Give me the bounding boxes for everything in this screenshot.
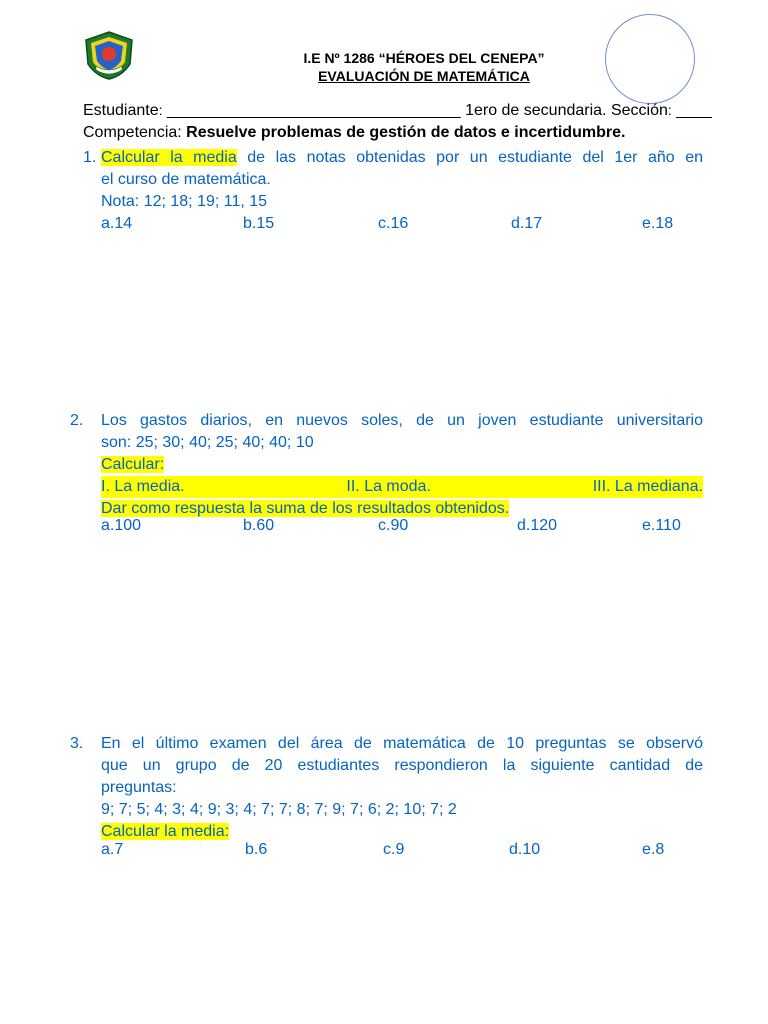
option[interactable]: b.6 — [245, 841, 268, 858]
exam-title: EVALUACIÓN DE MATEMÁTICA — [318, 68, 530, 84]
grade-text: 1ero de secundaria. Sección — [465, 102, 668, 119]
option[interactable]: c.16 — [378, 215, 409, 232]
question-number: 2. — [70, 412, 84, 429]
question-3-line1: En el último examen del área de matemática de 10 preguntas se observó — [101, 735, 703, 752]
option[interactable]: d.120 — [517, 517, 558, 534]
question-2-line1: Los gastos diarios, en nuevos soles, de un joven estudiante universitario — [101, 412, 703, 429]
student-label: Estudiante — [83, 102, 159, 119]
question-3-data: 9; 7; 5; 4; 3; 4; 9; 3; 4; 7; 7; 8; 7; 9; 7; 6; 2; 10; 7; 2 — [101, 801, 457, 818]
question-3-line2: que un grupo de 20 estudiantes respondieron la siguiente cantidad de — [101, 757, 703, 774]
part-mediana: III. La mediana. — [592, 478, 703, 495]
option[interactable]: e.110 — [642, 517, 681, 534]
option[interactable]: c.9 — [383, 841, 405, 858]
question-2 — [101, 410, 703, 520]
part-moda: II. La moda. — [346, 478, 431, 495]
option[interactable]: d.17 — [511, 215, 543, 232]
question-3 — [101, 733, 703, 843]
question-number: 3. — [70, 735, 84, 752]
option[interactable]: c.90 — [378, 517, 409, 534]
option[interactable]: e.18 — [642, 215, 674, 232]
student-name-blank[interactable]: _________________________________ — [166, 102, 461, 119]
question-2-parts — [101, 476, 703, 498]
question-1-data: Nota: 12; 18; 19; 11, 15 — [101, 193, 268, 210]
question-1-line1: Calcular la media de las notas obtenidas por un estudiante del 1er año en — [101, 149, 704, 166]
question-3-calc: Calcular la media: — [101, 823, 230, 840]
competencia-line — [83, 122, 625, 144]
option[interactable]: a.7 — [101, 841, 124, 858]
option[interactable]: e.8 — [642, 841, 665, 858]
question-1 — [101, 147, 703, 213]
option[interactable]: a.14 — [101, 215, 133, 232]
highlight-text: Calcular la media — [101, 149, 237, 166]
student-line: Estudiante: _________________________________ 1ero de secundaria. Sección: ____ — [83, 102, 712, 119]
question-number: 1. — [83, 149, 97, 166]
question-2-instruction: Dar como respuesta la suma de los resultados obtenidos. — [101, 500, 510, 517]
option[interactable]: a.100 — [101, 517, 142, 534]
school-name: I.E Nº 1286 “HÉROES DEL CENEPA” — [303, 50, 545, 66]
question-2-calc: Calcular: — [101, 456, 165, 473]
question-1-line2: el curso de matemática. — [101, 171, 271, 188]
part-media: I. La media. — [101, 478, 185, 495]
competencia-text: Resuelve problemas de gestión de datos e incertidumbre. — [186, 124, 626, 141]
option[interactable]: d.10 — [509, 841, 541, 858]
question-2-line2: son: 25; 30; 40; 25; 40; 40; 10 — [101, 434, 314, 451]
option[interactable]: b.15 — [243, 215, 275, 232]
section-blank[interactable]: ____ — [676, 102, 712, 119]
option[interactable]: b.60 — [243, 517, 275, 534]
competencia-label: Competencia: — [83, 124, 182, 141]
question-3-line3: preguntas: — [101, 779, 177, 796]
